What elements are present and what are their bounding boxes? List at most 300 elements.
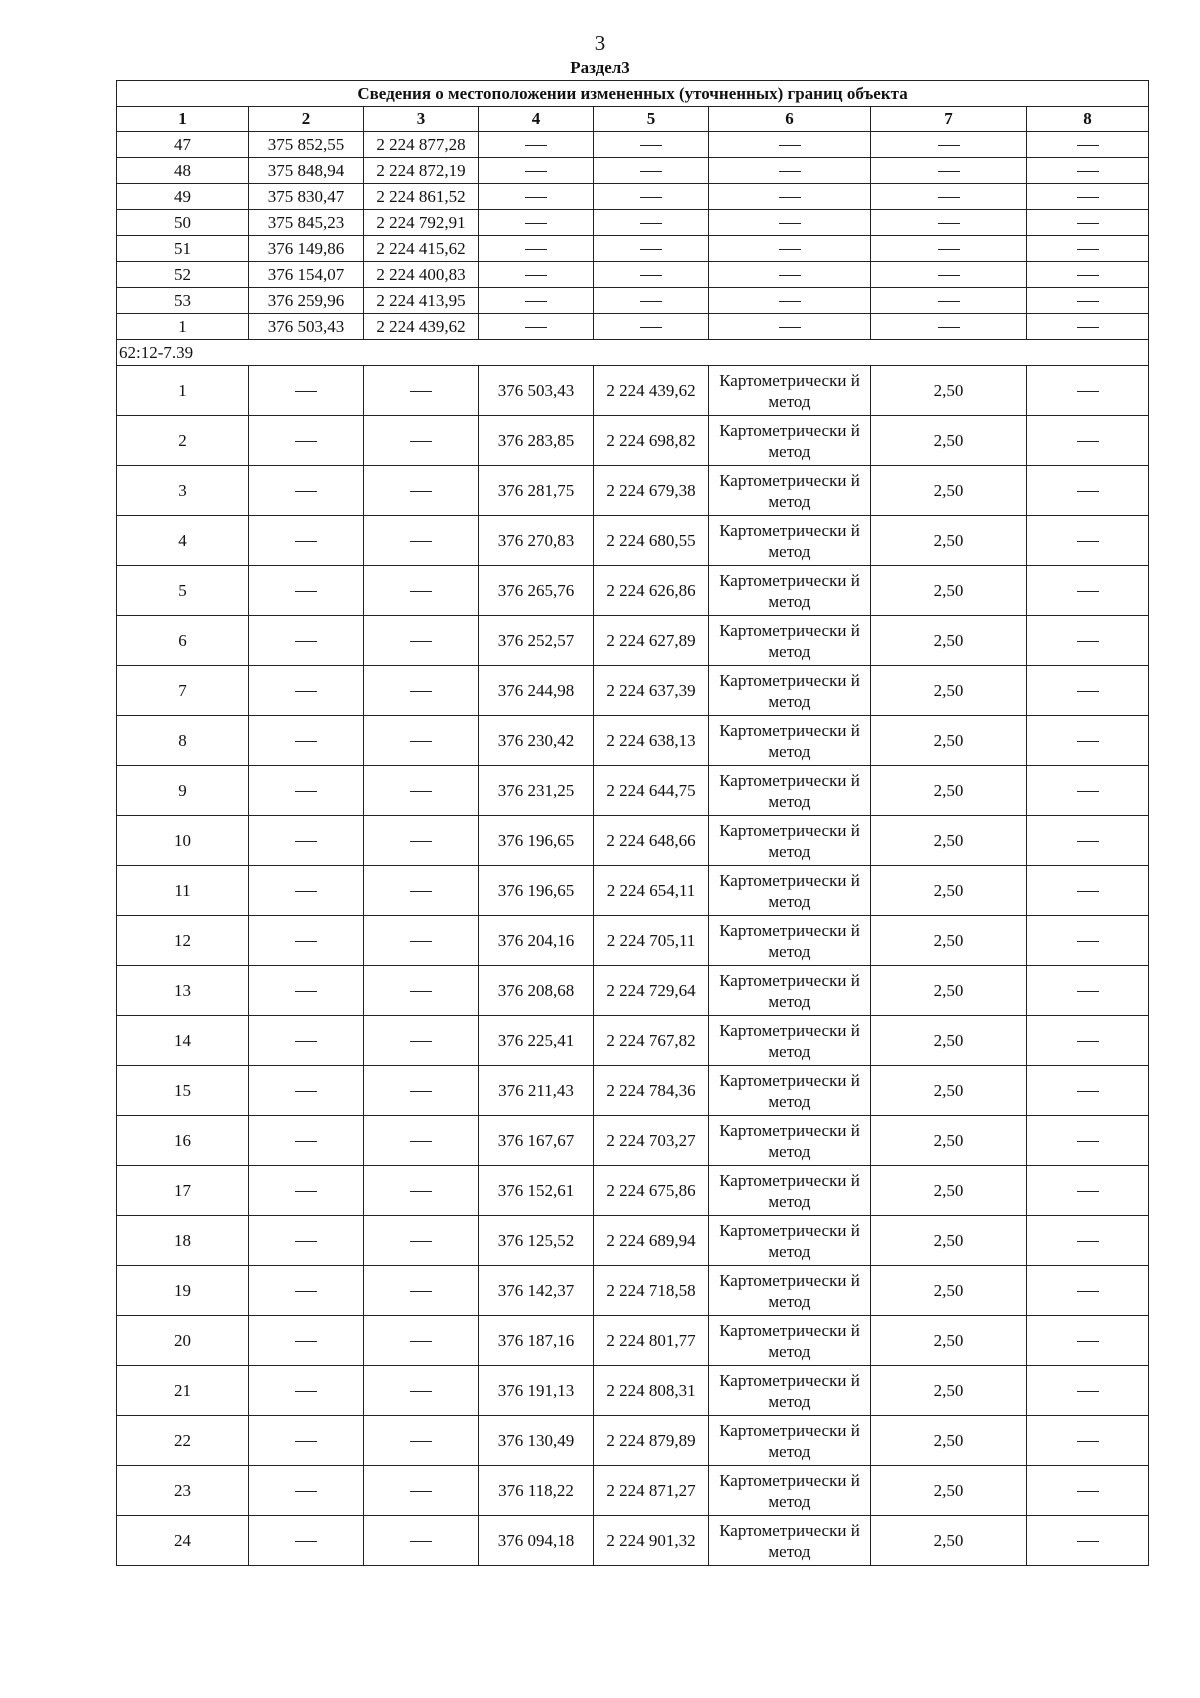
- dash-mark: [1077, 1141, 1099, 1142]
- point-number: 7: [117, 666, 249, 716]
- table-row: [117, 288, 1149, 314]
- empty-cell: [1027, 158, 1149, 184]
- empty-cell: [479, 262, 594, 288]
- new-x-coordinate: 376 244,98: [479, 666, 594, 716]
- dash-mark: [525, 301, 547, 302]
- existing-x-coordinate: 375 845,23: [249, 210, 364, 236]
- dash-mark: [1077, 391, 1099, 392]
- empty-cell: [1027, 616, 1149, 666]
- dash-mark: [640, 301, 662, 302]
- table-row: [117, 816, 1149, 866]
- dash-mark: [295, 1441, 317, 1442]
- empty-cell: [594, 184, 709, 210]
- accuracy-value: 2,50: [871, 466, 1027, 516]
- table-row: [117, 210, 1149, 236]
- point-number: 19: [117, 1266, 249, 1316]
- empty-cell: [1027, 132, 1149, 158]
- point-number: 6: [117, 616, 249, 666]
- new-x-coordinate: 376 270,83: [479, 516, 594, 566]
- accuracy-value: 2,50: [871, 566, 1027, 616]
- table-body: [117, 81, 1149, 1566]
- dash-mark: [1077, 541, 1099, 542]
- empty-cell: [249, 1066, 364, 1116]
- empty-cell: [709, 262, 871, 288]
- empty-cell: [594, 288, 709, 314]
- table-row: [117, 132, 1149, 158]
- method-cell: Картометрически й метод: [709, 1216, 871, 1266]
- new-y-coordinate: 2 224 638,13: [594, 716, 709, 766]
- dash-mark: [410, 1541, 432, 1542]
- method-cell: Картометрически й метод: [709, 916, 871, 966]
- method-cell: Картометрически й метод: [709, 1066, 871, 1116]
- empty-cell: [479, 288, 594, 314]
- dash-mark: [938, 301, 960, 302]
- empty-cell: [364, 566, 479, 616]
- new-x-coordinate: 376 503,43: [479, 366, 594, 416]
- method-cell: Картометрически й метод: [709, 1266, 871, 1316]
- empty-cell: [249, 416, 364, 466]
- point-number: 18: [117, 1216, 249, 1266]
- new-x-coordinate: 376 281,75: [479, 466, 594, 516]
- accuracy-value: 2,50: [871, 1266, 1027, 1316]
- dash-mark: [938, 223, 960, 224]
- point-number: 22: [117, 1416, 249, 1466]
- empty-cell: [249, 1166, 364, 1216]
- dash-mark: [410, 441, 432, 442]
- empty-cell: [1027, 184, 1149, 210]
- empty-cell: [364, 1266, 479, 1316]
- point-number: 11: [117, 866, 249, 916]
- dash-mark: [295, 441, 317, 442]
- table-row: [117, 916, 1149, 966]
- dash-mark: [295, 1291, 317, 1292]
- empty-cell: [1027, 1066, 1149, 1116]
- point-number: 24: [117, 1516, 249, 1566]
- empty-cell: [1027, 1016, 1149, 1066]
- dash-mark: [640, 327, 662, 328]
- dash-mark: [525, 171, 547, 172]
- point-number: 48: [117, 158, 249, 184]
- dash-mark: [640, 223, 662, 224]
- empty-cell: [871, 314, 1027, 340]
- method-cell: Картометрически й метод: [709, 816, 871, 866]
- method-cell: Картометрически й метод: [709, 1466, 871, 1516]
- accuracy-value: 2,50: [871, 916, 1027, 966]
- dash-mark: [525, 249, 547, 250]
- empty-cell: [249, 1216, 364, 1266]
- empty-cell: [249, 816, 364, 866]
- dash-mark: [525, 145, 547, 146]
- table-row: [117, 966, 1149, 1016]
- dash-mark: [410, 1341, 432, 1342]
- dash-mark: [295, 941, 317, 942]
- table-row: [117, 236, 1149, 262]
- empty-cell: [594, 262, 709, 288]
- method-cell: Картометрически й метод: [709, 1166, 871, 1216]
- empty-cell: [1027, 816, 1149, 866]
- empty-cell: [364, 616, 479, 666]
- empty-cell: [1027, 1366, 1149, 1416]
- table-row: [117, 1166, 1149, 1216]
- column-number: 8: [1027, 107, 1149, 132]
- dash-mark: [295, 541, 317, 542]
- dash-mark: [410, 641, 432, 642]
- dash-mark: [525, 275, 547, 276]
- method-cell: Картометрически й метод: [709, 866, 871, 916]
- new-y-coordinate: 2 224 627,89: [594, 616, 709, 666]
- table-row: [117, 366, 1149, 416]
- table-row: [117, 566, 1149, 616]
- dash-mark: [779, 223, 801, 224]
- method-cell: Картометрически й метод: [709, 516, 871, 566]
- new-y-coordinate: 2 224 705,11: [594, 916, 709, 966]
- dash-mark: [295, 1491, 317, 1492]
- dash-mark: [295, 741, 317, 742]
- method-cell: Картометрически й метод: [709, 416, 871, 466]
- empty-cell: [364, 1366, 479, 1416]
- empty-cell: [594, 158, 709, 184]
- existing-y-coordinate: 2 224 413,95: [364, 288, 479, 314]
- empty-cell: [249, 566, 364, 616]
- empty-cell: [871, 132, 1027, 158]
- point-number: 16: [117, 1116, 249, 1166]
- accuracy-value: 2,50: [871, 1316, 1027, 1366]
- accuracy-value: 2,50: [871, 666, 1027, 716]
- dash-mark: [410, 541, 432, 542]
- empty-cell: [364, 966, 479, 1016]
- point-number: 52: [117, 262, 249, 288]
- method-cell: Картометрически й метод: [709, 1316, 871, 1366]
- point-number: 10: [117, 816, 249, 866]
- dash-mark: [410, 841, 432, 842]
- dash-mark: [1077, 301, 1099, 302]
- new-x-coordinate: 376 152,61: [479, 1166, 594, 1216]
- dash-mark: [295, 591, 317, 592]
- table-row: [117, 1116, 1149, 1166]
- dash-mark: [410, 491, 432, 492]
- accuracy-value: 2,50: [871, 766, 1027, 816]
- dash-mark: [938, 249, 960, 250]
- dash-mark: [1077, 1291, 1099, 1292]
- empty-cell: [479, 158, 594, 184]
- accuracy-value: 2,50: [871, 1116, 1027, 1166]
- empty-cell: [249, 716, 364, 766]
- table-row: [117, 1016, 1149, 1066]
- dash-mark: [779, 171, 801, 172]
- accuracy-value: 2,50: [871, 516, 1027, 566]
- dash-mark: [1077, 223, 1099, 224]
- accuracy-value: 2,50: [871, 966, 1027, 1016]
- dash-mark: [1077, 841, 1099, 842]
- empty-cell: [249, 1416, 364, 1466]
- method-cell: Картометрически й метод: [709, 616, 871, 666]
- section-title: Раздел3: [570, 58, 630, 77]
- new-x-coordinate: 376 231,25: [479, 766, 594, 816]
- new-y-coordinate: 2 224 648,66: [594, 816, 709, 866]
- method-cell: Картометрически й метод: [709, 716, 871, 766]
- method-cell: Картометрически й метод: [709, 766, 871, 816]
- empty-cell: [1027, 1166, 1149, 1216]
- empty-cell: [249, 466, 364, 516]
- dash-mark: [640, 171, 662, 172]
- dash-mark: [410, 941, 432, 942]
- accuracy-value: 2,50: [871, 1016, 1027, 1066]
- table-row: [117, 766, 1149, 816]
- empty-cell: [479, 314, 594, 340]
- table-row: [117, 416, 1149, 466]
- dash-mark: [410, 1191, 432, 1192]
- new-x-coordinate: 376 196,65: [479, 866, 594, 916]
- empty-cell: [594, 210, 709, 236]
- empty-cell: [871, 236, 1027, 262]
- empty-cell: [364, 866, 479, 916]
- dash-mark: [410, 1491, 432, 1492]
- accuracy-value: 2,50: [871, 1466, 1027, 1516]
- existing-x-coordinate: 375 852,55: [249, 132, 364, 158]
- dash-mark: [1077, 1241, 1099, 1242]
- point-number: 17: [117, 1166, 249, 1216]
- new-y-coordinate: 2 224 637,39: [594, 666, 709, 716]
- point-number: 14: [117, 1016, 249, 1066]
- empty-cell: [1027, 1416, 1149, 1466]
- new-y-coordinate: 2 224 689,94: [594, 1216, 709, 1266]
- empty-cell: [709, 158, 871, 184]
- empty-cell: [249, 1266, 364, 1316]
- dash-mark: [410, 891, 432, 892]
- dash-mark: [410, 591, 432, 592]
- new-y-coordinate: 2 224 675,86: [594, 1166, 709, 1216]
- dash-mark: [410, 1141, 432, 1142]
- dash-mark: [1077, 641, 1099, 642]
- dash-mark: [779, 301, 801, 302]
- empty-cell: [364, 1116, 479, 1166]
- method-cell: Картометрически й метод: [709, 1416, 871, 1466]
- accuracy-value: 2,50: [871, 366, 1027, 416]
- table-row: [117, 666, 1149, 716]
- empty-cell: [709, 314, 871, 340]
- accuracy-value: 2,50: [871, 1066, 1027, 1116]
- existing-x-coordinate: 376 259,96: [249, 288, 364, 314]
- empty-cell: [871, 158, 1027, 184]
- empty-cell: [249, 616, 364, 666]
- new-x-coordinate: 376 225,41: [479, 1016, 594, 1066]
- dash-mark: [1077, 441, 1099, 442]
- dash-mark: [1077, 1441, 1099, 1442]
- table-row: [117, 716, 1149, 766]
- accuracy-value: 2,50: [871, 716, 1027, 766]
- column-number: 2: [249, 107, 364, 132]
- empty-cell: [479, 184, 594, 210]
- method-cell: Картометрически й метод: [709, 666, 871, 716]
- table-row: [117, 314, 1149, 340]
- dash-mark: [640, 275, 662, 276]
- dash-mark: [1077, 691, 1099, 692]
- dash-mark: [410, 791, 432, 792]
- new-x-coordinate: 376 167,67: [479, 1116, 594, 1166]
- new-y-coordinate: 2 224 767,82: [594, 1016, 709, 1066]
- empty-cell: [709, 210, 871, 236]
- method-cell: Картометрически й метод: [709, 1366, 871, 1416]
- accuracy-value: 2,50: [871, 866, 1027, 916]
- empty-cell: [594, 314, 709, 340]
- empty-cell: [594, 236, 709, 262]
- new-x-coordinate: 376 118,22: [479, 1466, 594, 1516]
- dash-mark: [295, 991, 317, 992]
- dash-mark: [1077, 1541, 1099, 1542]
- page-number: 3: [594, 31, 606, 55]
- point-number: 1: [117, 366, 249, 416]
- dash-mark: [295, 1341, 317, 1342]
- empty-cell: [1027, 236, 1149, 262]
- new-y-coordinate: 2 224 679,38: [594, 466, 709, 516]
- empty-cell: [1027, 416, 1149, 466]
- empty-cell: [249, 916, 364, 966]
- dash-mark: [410, 1241, 432, 1242]
- dash-mark: [295, 491, 317, 492]
- dash-mark: [410, 1441, 432, 1442]
- empty-cell: [249, 1316, 364, 1366]
- accuracy-value: 2,50: [871, 1516, 1027, 1566]
- empty-cell: [1027, 516, 1149, 566]
- empty-cell: [249, 516, 364, 566]
- column-number: 1: [117, 107, 249, 132]
- point-number: 5: [117, 566, 249, 616]
- empty-cell: [249, 666, 364, 716]
- empty-cell: [1027, 1116, 1149, 1166]
- empty-cell: [364, 416, 479, 466]
- dash-mark: [1077, 1341, 1099, 1342]
- dash-mark: [1077, 791, 1099, 792]
- dash-mark: [1077, 249, 1099, 250]
- new-y-coordinate: 2 224 808,31: [594, 1366, 709, 1416]
- new-x-coordinate: 376 252,57: [479, 616, 594, 666]
- dash-mark: [1077, 991, 1099, 992]
- accuracy-value: 2,50: [871, 616, 1027, 666]
- method-cell: Картометрически й метод: [709, 1016, 871, 1066]
- accuracy-value: 2,50: [871, 1166, 1027, 1216]
- dash-mark: [525, 223, 547, 224]
- new-x-coordinate: 376 211,43: [479, 1066, 594, 1116]
- column-number: 3: [364, 107, 479, 132]
- new-x-coordinate: 376 125,52: [479, 1216, 594, 1266]
- empty-cell: [709, 184, 871, 210]
- new-y-coordinate: 2 224 784,36: [594, 1066, 709, 1116]
- empty-cell: [364, 1466, 479, 1516]
- dash-mark: [938, 327, 960, 328]
- table-row: [117, 1466, 1149, 1516]
- empty-cell: [479, 210, 594, 236]
- dash-mark: [779, 197, 801, 198]
- empty-cell: [364, 1516, 479, 1566]
- point-number: 12: [117, 916, 249, 966]
- table-row: [117, 1516, 1149, 1566]
- table-row: [117, 866, 1149, 916]
- empty-cell: [364, 366, 479, 416]
- empty-cell: [364, 1066, 479, 1116]
- table-row: [117, 1316, 1149, 1366]
- point-number: 1: [117, 314, 249, 340]
- empty-cell: [249, 1466, 364, 1516]
- point-number: 9: [117, 766, 249, 816]
- dash-mark: [1077, 1191, 1099, 1192]
- point-number: 2: [117, 416, 249, 466]
- dash-mark: [295, 891, 317, 892]
- column-number: 4: [479, 107, 594, 132]
- empty-cell: [1027, 966, 1149, 1016]
- dash-mark: [779, 275, 801, 276]
- accuracy-value: 2,50: [871, 416, 1027, 466]
- dash-mark: [1077, 941, 1099, 942]
- dash-mark: [640, 145, 662, 146]
- dash-mark: [295, 1041, 317, 1042]
- dash-mark: [410, 691, 432, 692]
- new-y-coordinate: 2 224 901,32: [594, 1516, 709, 1566]
- new-x-coordinate: 376 142,37: [479, 1266, 594, 1316]
- table-caption: Сведения о местоположении измененных (уточненных) границ объекта: [117, 81, 1149, 107]
- new-x-coordinate: 376 283,85: [479, 416, 594, 466]
- coordinates-table: [116, 80, 1149, 1566]
- empty-cell: [249, 866, 364, 916]
- empty-cell: [1027, 466, 1149, 516]
- empty-cell: [1027, 288, 1149, 314]
- empty-cell: [249, 366, 364, 416]
- dash-mark: [525, 197, 547, 198]
- dash-mark: [410, 391, 432, 392]
- empty-cell: [249, 966, 364, 1016]
- table-row: [117, 158, 1149, 184]
- new-y-coordinate: 2 224 439,62: [594, 366, 709, 416]
- method-cell: Картометрически й метод: [709, 466, 871, 516]
- accuracy-value: 2,50: [871, 1216, 1027, 1266]
- table-row: [117, 516, 1149, 566]
- new-x-coordinate: 376 130,49: [479, 1416, 594, 1466]
- point-number: 20: [117, 1316, 249, 1366]
- dash-mark: [1077, 171, 1099, 172]
- empty-cell: [1027, 1466, 1149, 1516]
- new-x-coordinate: 376 196,65: [479, 816, 594, 866]
- empty-cell: [364, 1016, 479, 1066]
- dash-mark: [295, 691, 317, 692]
- new-y-coordinate: 2 224 644,75: [594, 766, 709, 816]
- existing-y-coordinate: 2 224 861,52: [364, 184, 479, 210]
- empty-cell: [479, 236, 594, 262]
- dash-mark: [640, 249, 662, 250]
- new-x-coordinate: 376 094,18: [479, 1516, 594, 1566]
- table-row: [117, 466, 1149, 516]
- empty-cell: [249, 1366, 364, 1416]
- existing-x-coordinate: 376 503,43: [249, 314, 364, 340]
- new-y-coordinate: 2 224 680,55: [594, 516, 709, 566]
- empty-cell: [249, 766, 364, 816]
- dash-mark: [938, 197, 960, 198]
- empty-cell: [249, 1516, 364, 1566]
- empty-cell: [1027, 716, 1149, 766]
- dash-mark: [295, 1191, 317, 1192]
- dash-mark: [525, 327, 547, 328]
- existing-x-coordinate: 376 149,86: [249, 236, 364, 262]
- table-row: [117, 184, 1149, 210]
- dash-mark: [779, 249, 801, 250]
- new-x-coordinate: 376 191,13: [479, 1366, 594, 1416]
- point-number: 15: [117, 1066, 249, 1116]
- empty-cell: [364, 516, 479, 566]
- new-x-coordinate: 376 187,16: [479, 1316, 594, 1366]
- column-number: 7: [871, 107, 1027, 132]
- new-y-coordinate: 2 224 703,27: [594, 1116, 709, 1166]
- dash-mark: [1077, 1391, 1099, 1392]
- table-row: [117, 1416, 1149, 1466]
- existing-x-coordinate: 376 154,07: [249, 262, 364, 288]
